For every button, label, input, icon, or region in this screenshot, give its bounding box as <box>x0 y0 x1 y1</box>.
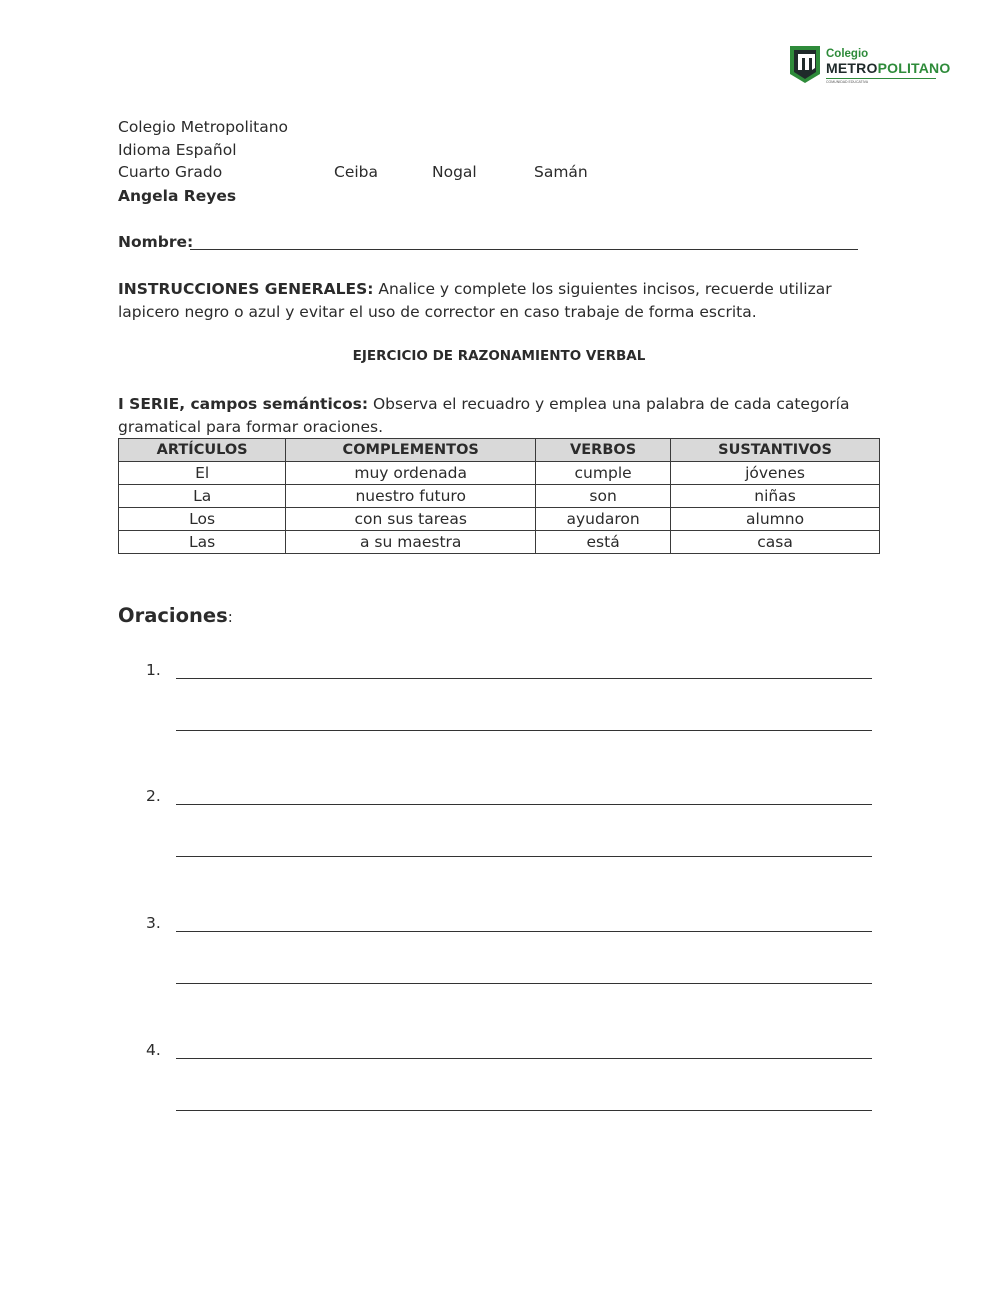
table-header-row <box>119 439 880 462</box>
table-row <box>119 508 880 531</box>
sentence-1-line-2[interactable] <box>176 730 872 731</box>
serie-text: Observa el recuadro y emplea una palabra de cada categoría gramatical para formar oraciones. <box>118 395 850 436</box>
sentence-number-1: 1. <box>146 661 161 679</box>
school-logo <box>788 44 951 86</box>
table-cell: a su maestra <box>286 531 536 554</box>
table-cell: nuestro futuro <box>286 485 536 508</box>
header-verbos: VERBOS <box>536 439 671 462</box>
table-cell: son <box>536 485 671 508</box>
table-cell: Los <box>119 508 286 531</box>
logo-text-small: Colegio <box>826 48 869 60</box>
logo-text-big: METROPOLITANO <box>826 60 951 76</box>
table-cell: muy ordenada <box>286 462 536 485</box>
table-cell: ayudaron <box>536 508 671 531</box>
instructions <box>118 278 888 324</box>
serie-instructions <box>118 393 888 439</box>
section-ceiba: Ceiba <box>334 163 379 181</box>
header-sustantivos: SUSTANTIVOS <box>671 439 880 462</box>
table-row <box>119 531 880 554</box>
serie-label: I SERIE, campos semánticos: <box>118 395 369 413</box>
header-complementos: COMPLEMENTOS <box>286 439 536 462</box>
sentence-number-2: 2. <box>146 787 161 805</box>
table-row <box>119 485 880 508</box>
school-crest-icon <box>788 44 822 84</box>
table-cell: jóvenes <box>671 462 880 485</box>
grade: Cuarto Grado <box>118 163 223 181</box>
table-cell: El <box>119 462 286 485</box>
sentence-number-4: 4. <box>146 1041 161 1059</box>
subject: Idioma Español <box>118 141 237 159</box>
table-cell: alumno <box>671 508 880 531</box>
section-nogal: Nogal <box>432 163 477 181</box>
sentence-number-3: 3. <box>146 914 161 932</box>
table-cell: con sus tareas <box>286 508 536 531</box>
table-row <box>119 462 880 485</box>
header-articulos: ARTÍCULOS <box>119 439 286 462</box>
logo-divider <box>826 78 936 79</box>
table-cell: casa <box>671 531 880 554</box>
sentence-1-line-1[interactable] <box>176 678 872 679</box>
sentence-2-line-2[interactable] <box>176 856 872 857</box>
sentence-4-line-2[interactable] <box>176 1110 872 1111</box>
school-name: Colegio Metropolitano <box>118 118 289 136</box>
nombre-label: Nombre: <box>118 233 194 251</box>
logo-tagline: COMUNIDAD EDUCATIVA <box>826 80 869 84</box>
exercise-title: EJERCICIO DE RAZONAMIENTO VERBAL <box>352 348 646 364</box>
sentence-4-line-1[interactable] <box>176 1058 872 1059</box>
section-saman: Samán <box>534 163 588 181</box>
instructions-label: INSTRUCCIONES GENERALES: <box>118 280 374 298</box>
oraciones-title: Oraciones: <box>118 604 233 627</box>
teacher-name: Angela Reyes <box>118 187 237 205</box>
table-cell: cumple <box>536 462 671 485</box>
table-cell: La <box>119 485 286 508</box>
sentence-3-line-2[interactable] <box>176 983 872 984</box>
sentence-2-line-1[interactable] <box>176 804 872 805</box>
sentence-3-line-1[interactable] <box>176 931 872 932</box>
table-cell: niñas <box>671 485 880 508</box>
word-table <box>118 438 880 554</box>
instructions-text: Analice y complete los siguientes incisos, recuerde utilizar lapicero negro o azul y evitar el uso de corrector en caso trabaje de forma escrita. <box>118 280 832 321</box>
table-cell: Las <box>119 531 286 554</box>
table-cell: está <box>536 531 671 554</box>
nombre-field[interactable] <box>190 249 858 250</box>
